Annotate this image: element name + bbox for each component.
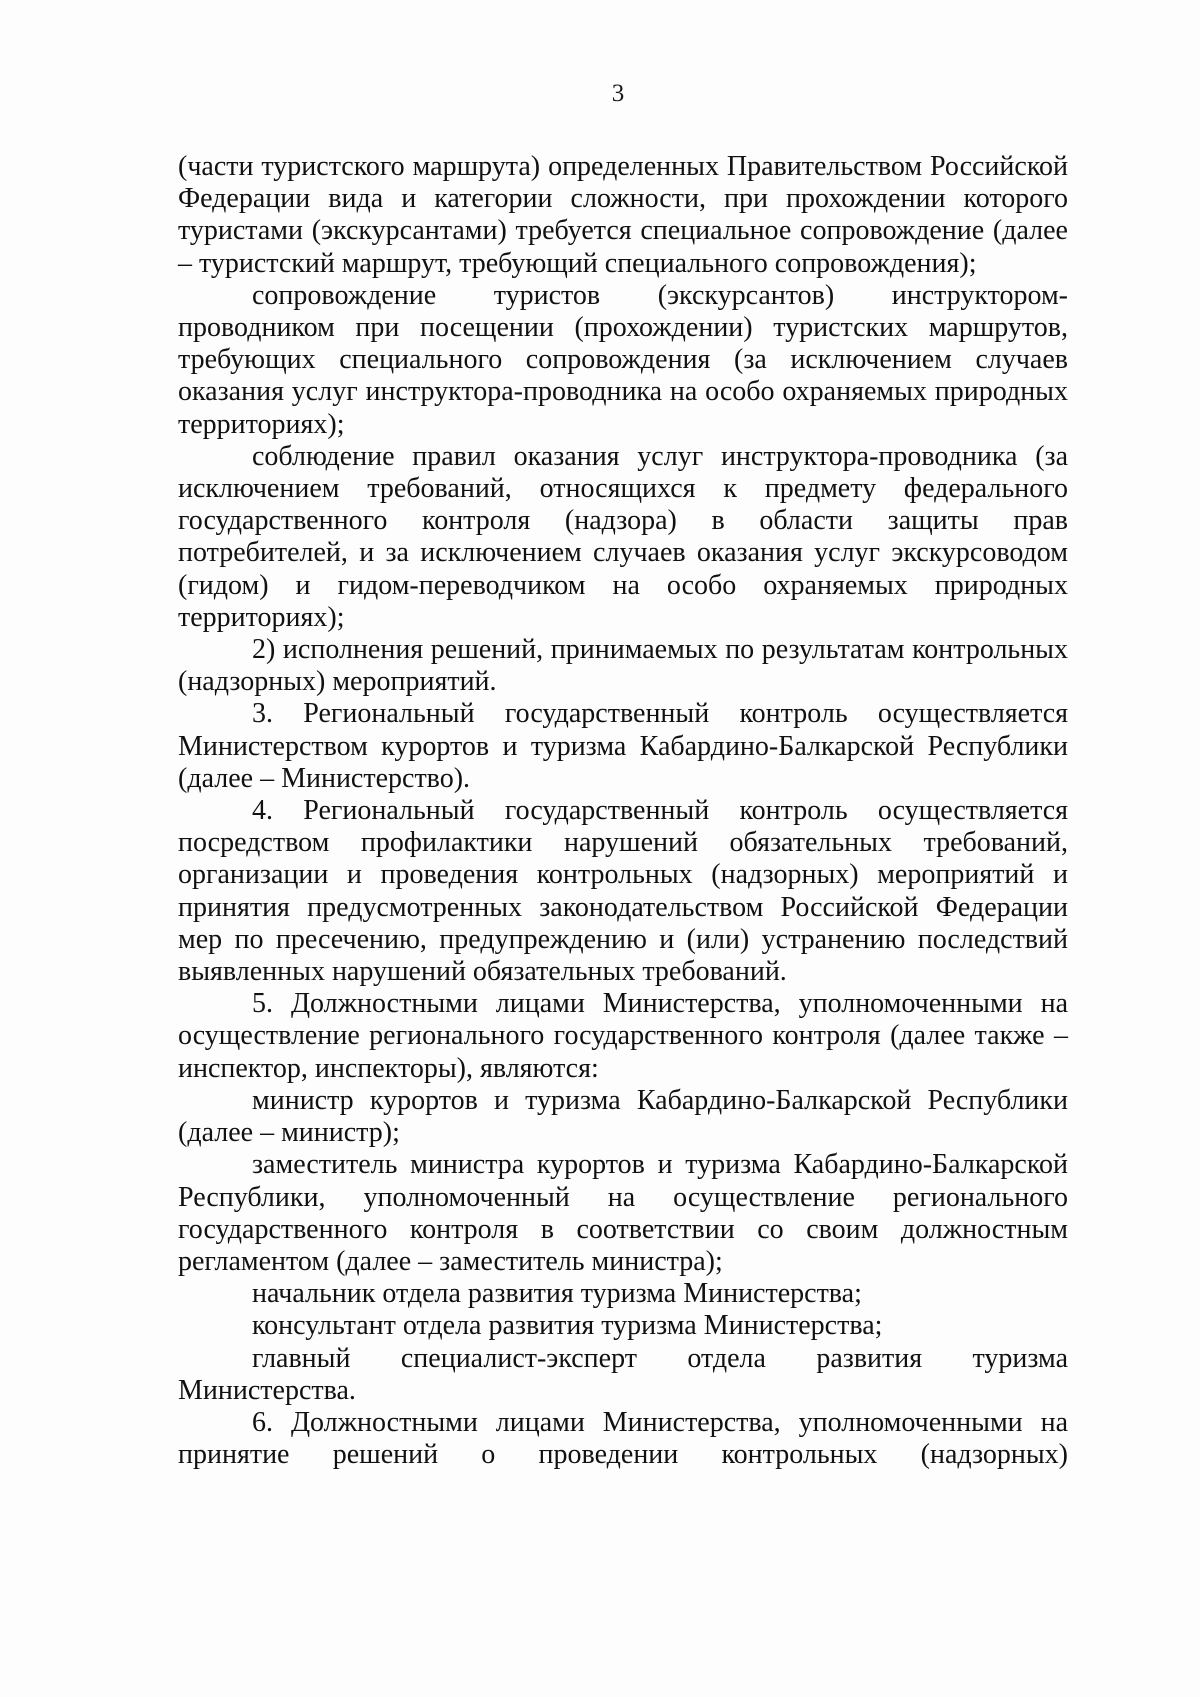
paragraph-deputy-minister: заместитель министра курортов и туризма Кабардино-Балкарской Республики, уполномоченный на осуществление регионального государственного контроля в соответствии со своим должностным регламентом (далее – заместитель министра); xyxy=(178,1149,1068,1277)
paragraph-route-definition: (части туристского маршрута) определенных Правительством Российской Федерации вида и категории сложности, при прохождении которого туристами (экскурсантами) требуется специальное сопровождение (далее – туристский маршрут, требующий специального сопровождения); xyxy=(178,151,1068,279)
paragraph-consultant: консультант отдела развития туризма Министерства; xyxy=(252,1310,883,1342)
paragraph-item-4: 4. Региональный государственный контроль осуществляется посредством профилактики нарушений обязательных требований, организации и проведения контрольных (надзорных) мероприятий и принятия предусмотренных законодательством Российской Федерации мер по пресечению, предупреждению и (или) устранению последствий выявленных нарушений обязательных требований. xyxy=(178,795,1068,988)
paragraph-department-head: начальник отдела развития туризма Министерства; xyxy=(252,1278,862,1310)
paragraph-item-2: 2) исполнения решений, принимаемых по результатам контрольных (надзорных) мероприятий. xyxy=(178,634,1068,698)
paragraph-item-6: 6. Должностными лицами Министерства, уполномоченными на принятие решений о проведении контрольных (надзорных) xyxy=(178,1406,1068,1471)
paragraph-chief-specialist: главный специалист-эксперт отдела развития туризма Министерства. xyxy=(178,1342,1068,1406)
paragraph-item-5: 5. Должностными лицами Министерства, уполномоченными на осуществление регионального государственного контроля (далее также – инспектор, инспекторы), являются: xyxy=(178,988,1068,1084)
paragraph-item-3: 3. Региональный государственный контроль осуществляется Министерством курортов и туризма Кабардино-Балкарской Республики (далее – Министерство). xyxy=(178,698,1068,794)
paragraph-instructor-rules: соблюдение правил оказания услуг инструктора-проводника (за исключением требований, относящихся к предмету федерального государственного контроля (надзора) в области защиты прав потребителей, и за исключением случаев оказания услуг экскурсоводом (гидом) и гидом-переводчиком на особо охраняемых природных территориях); xyxy=(178,440,1068,633)
paragraph-tourist-escort: сопровождение туристов (экскурсантов) инструктором-проводником при посещении (прохождении) туристских маршрутов, требующих специального сопровождения (за исключением случаев оказания услуг инструктора-проводника на особо охраняемых природных территориях); xyxy=(178,279,1068,440)
page-number: 3 xyxy=(611,80,625,107)
paragraph-minister: министр курортов и туризма Кабардино-Балкарской Республики (далее – министр); xyxy=(178,1084,1068,1149)
document-body xyxy=(178,151,1068,1471)
